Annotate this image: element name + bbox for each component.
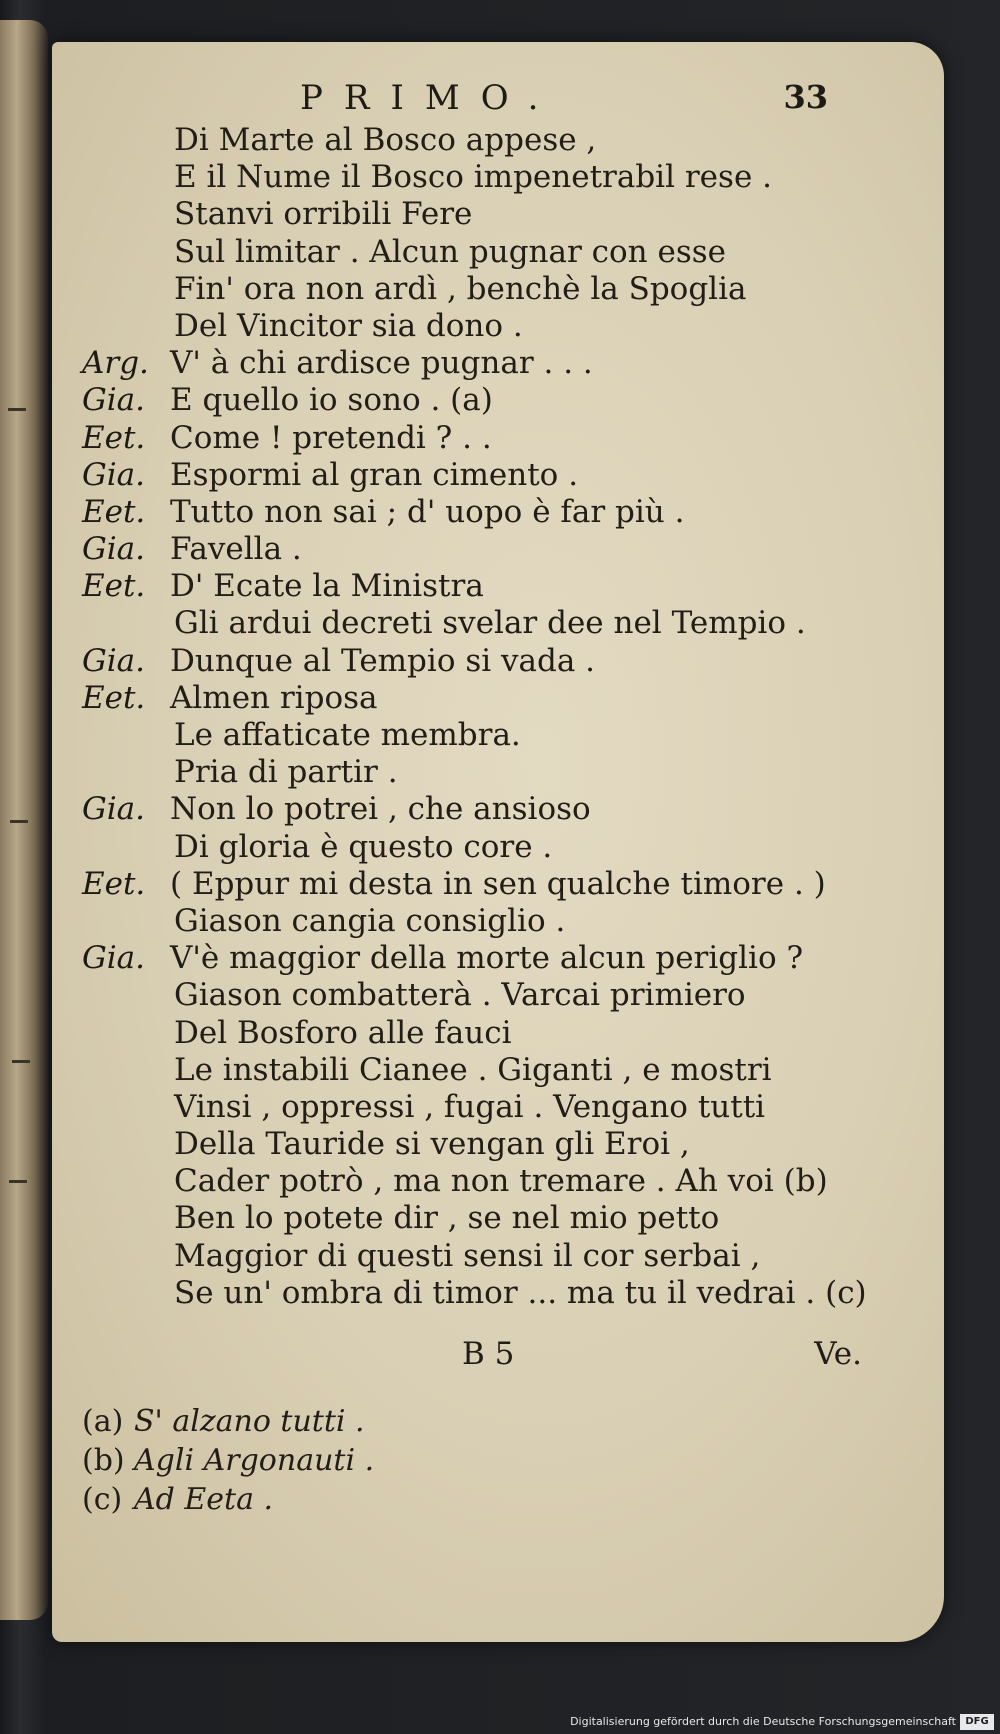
verse-text: ( Eppur mi desta in sen qualche timore . ) — [170, 865, 826, 902]
verse-line — [82, 1126, 872, 1163]
verse-text: Non lo potrei , che ansioso — [170, 791, 591, 828]
verse-text: Se un' ombra di timor ... ma tu il vedrai . (c) — [174, 1274, 867, 1311]
signature-mark: B 5 — [462, 1336, 515, 1372]
verse-line — [82, 940, 872, 977]
running-head: PRIMO. — [300, 78, 560, 118]
verse-line — [82, 866, 872, 903]
verse-line — [82, 568, 872, 605]
speaker-label — [82, 159, 170, 196]
speaker-label — [82, 903, 170, 940]
speaker-label — [82, 717, 170, 754]
verse-text: Pria di partir . — [174, 754, 398, 791]
footnote-text: Agli Argonauti . — [134, 1443, 375, 1478]
verse-line — [82, 382, 872, 419]
verse-text: Della Tauride si vengan gli Eroi , — [174, 1126, 690, 1163]
verse-line — [82, 420, 872, 457]
verse-text: Giason combatterà . Varcai primiero — [174, 977, 746, 1014]
verse-line — [82, 1275, 872, 1312]
dfg-logo: DFG — [960, 1714, 994, 1730]
verse-text: V'è maggior della morte alcun periglio ? — [170, 940, 804, 977]
speaker-label: Gia. — [82, 382, 146, 419]
verse-line — [82, 1089, 872, 1126]
speaker-label — [82, 234, 170, 271]
speaker-label: Eet. — [82, 493, 146, 530]
verse-text: Le affaticate membra. — [174, 717, 521, 753]
speaker-label: Gia. — [82, 456, 146, 493]
verse-line — [82, 680, 872, 717]
verse-text: Dunque al Tempio si vada . — [170, 642, 596, 679]
verse-text: Di Marte al Bosco appese , — [174, 122, 597, 158]
verse-text: Gli ardui decreti svelar dee nel Tempio . — [174, 605, 806, 642]
speaker-label — [82, 1089, 170, 1126]
speaker-label: Gia. — [82, 791, 146, 828]
footnote-mark: (a) — [82, 1404, 124, 1439]
verse-line — [82, 159, 872, 196]
verse-line — [82, 605, 872, 642]
speaker-label: Gia. — [82, 531, 146, 568]
footnote-text: Ad Eeta . — [134, 1482, 274, 1517]
footnote-text: S' alzano tutti . — [134, 1404, 365, 1439]
verse-line — [82, 791, 872, 828]
verse-text: Giason cangia consiglio . — [174, 902, 566, 939]
verse-line — [82, 754, 872, 791]
verse-line — [82, 903, 872, 940]
verse-text: Maggior di questi sensi il cor serbai , — [174, 1237, 761, 1274]
verse-line — [82, 1015, 872, 1052]
verse-text: Ben lo potete dir , se nel mio petto — [174, 1200, 720, 1237]
verse-text: Del Vincitor sia dono . — [174, 307, 523, 344]
speaker-label — [82, 977, 170, 1014]
verse-line — [82, 1163, 872, 1200]
speaker-label — [82, 754, 170, 791]
verse-text: Vinsi , oppressi , fugai . Vengano tutti — [174, 1088, 766, 1125]
page-header — [300, 78, 840, 128]
verse-line — [82, 717, 872, 754]
speaker-label — [82, 1052, 170, 1089]
speaker-label — [82, 1163, 170, 1200]
speaker-label — [82, 1200, 170, 1237]
verse-line — [82, 977, 872, 1014]
verse-text: E il Nume il Bosco impenetrabil rese . — [174, 159, 772, 196]
speaker-label — [82, 829, 170, 866]
verse-line — [82, 345, 872, 382]
speaker-label — [82, 308, 170, 345]
verse-line — [82, 531, 872, 568]
verse-text: Fin' ora non ardì , benchè la Spoglia — [174, 270, 747, 307]
footnote-mark: (b) — [82, 1443, 125, 1478]
speaker-label: Eet. — [82, 568, 146, 605]
verse-text: Sul limitar . Alcun pugnar con esse — [174, 233, 727, 270]
page-number: 33 — [783, 78, 828, 116]
verse-line — [82, 829, 872, 866]
verse-text: Espormi al gran cimento . — [170, 456, 579, 493]
verse-text: Del Bosforo alle fauci — [174, 1014, 512, 1051]
verse-line — [82, 308, 872, 345]
verse-line — [82, 1200, 872, 1237]
verse-line — [82, 494, 872, 531]
speaker-label — [82, 1238, 170, 1275]
signature-row — [82, 1336, 872, 1376]
footnotes — [82, 1402, 782, 1519]
speaker-label — [82, 1015, 170, 1052]
verse-text: Stanvi orribili Fere — [174, 196, 473, 233]
speaker-label: Arg. — [82, 345, 149, 382]
speaker-label — [82, 271, 170, 308]
speaker-label — [82, 1126, 170, 1163]
verse-line — [82, 643, 872, 680]
digitization-credit: Digitalisierung gefördert durch die Deutsche Forschungsgemeinschaft — [570, 1715, 956, 1728]
verse-text: E quello io sono . (a) — [170, 382, 493, 419]
verse-line — [82, 196, 872, 233]
footnote — [82, 1480, 782, 1519]
speaker-label: Eet. — [82, 679, 146, 716]
verse-line — [82, 234, 872, 271]
verse-line — [82, 122, 872, 159]
speaker-label — [82, 196, 170, 233]
footnote-mark: (c) — [82, 1482, 123, 1517]
verse-text: Cader potrò , ma non tremare . Ah voi (b) — [174, 1163, 828, 1200]
speaker-label: Eet. — [82, 419, 146, 456]
speaker-label — [82, 1275, 170, 1312]
verse-text: V' à chi ardisce pugnar . . . — [170, 345, 593, 382]
speaker-label: Gia. — [82, 940, 146, 977]
verse-text: Di gloria è questo core . — [174, 828, 553, 865]
footnote — [82, 1441, 782, 1480]
verse-line — [82, 1238, 872, 1275]
verse-text: Almen riposa — [170, 679, 378, 716]
speaker-label — [82, 605, 170, 642]
verse-text: Favella . — [170, 531, 302, 568]
verse-text: Le instabili Cianee . Giganti , e mostri — [174, 1051, 772, 1088]
speaker-label — [82, 122, 170, 159]
verse-line — [82, 1052, 872, 1089]
footnote — [82, 1402, 782, 1441]
verse-text: D' Ecate la Ministra — [170, 568, 484, 605]
catchword: Ve. — [814, 1336, 862, 1372]
verse-block — [82, 122, 872, 1312]
verse-line — [82, 271, 872, 308]
verse-line — [82, 457, 872, 494]
verse-text: Tutto non sai ; d' uopo è far più . — [170, 493, 685, 530]
speaker-label: Eet. — [82, 865, 146, 902]
verse-text: Come ! pretendi ? . . — [170, 419, 492, 456]
speaker-label: Gia. — [82, 642, 146, 679]
